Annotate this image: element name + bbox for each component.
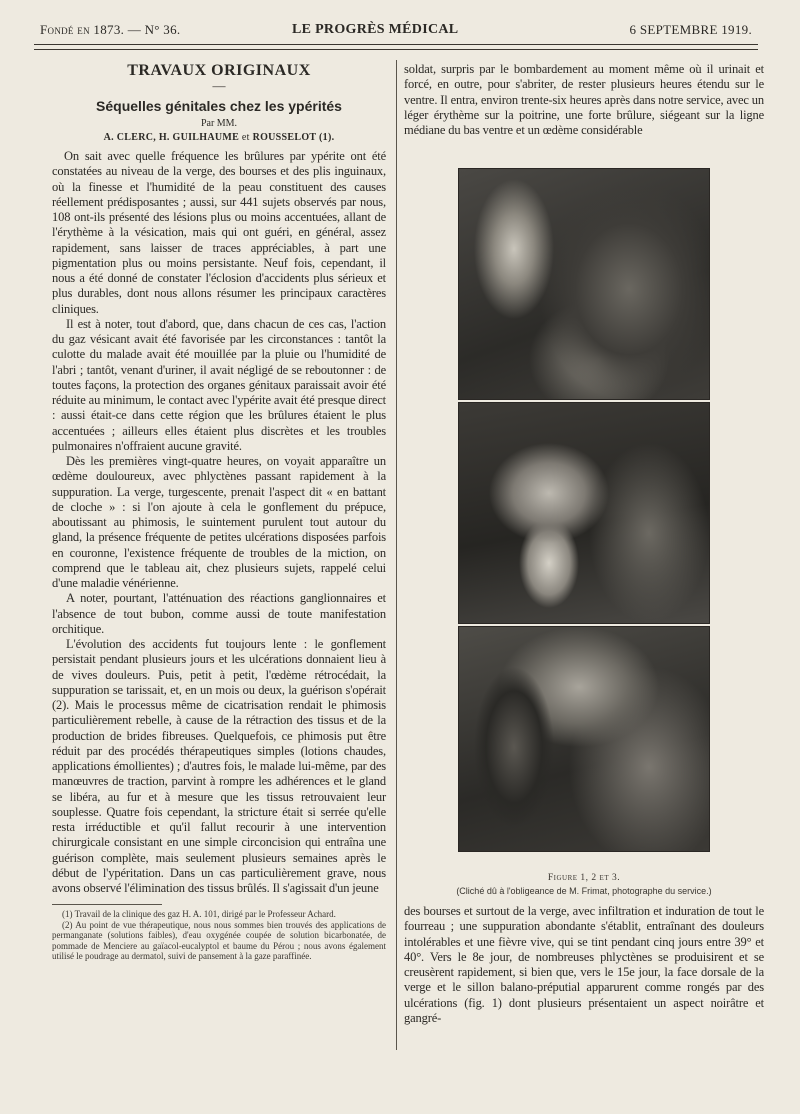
figure-photos [458, 168, 710, 852]
column-divider [396, 60, 397, 1050]
journal-title: LE PROGRÈS MÉDICAL [292, 22, 459, 37]
footnote: (2) Au point de vue thérapeutique, nous nous sommes bien trouvés des applications de permanganate (solutions faibles), d'eau oxygénée coupée de solution bicarbonatée, de pommade de Menciere au gaïacol-eucalyptol et baume du Pérou ; nous avons également utilisé le poudrage au dermatol, suivi de pansement à la gaze paraffinée. [52, 919, 386, 962]
paragraph: Il est à noter, tout d'abord, que, dans chacun de ces cas, l'action du gaz vésicant avait été favorisée par les circonstances : tantôt la culotte du malade avait été mouillée par la pluie ou l'humidité de l'abri ; tantôt, venant d'uriner, il avait négligé de se reboutonner : de toutes façons, la protection des organes génitaux paraissait avoir été réduite au minimum, le contact avec l'ypérite avait été presque direct : aussi était-ce dans cette région que les brûlures étaient le plus accentuées ; ailleurs elles étaient plus discrètes et les troubles pulmonaires n'offraient aucune gravité. [52, 316, 386, 453]
paragraph: L'évolution des accidents fut toujours lente : le gonflement persistait pendant plusieurs jours et les ulcérations donnaient lieu à de vives douleurs. Puis, petit à petit, l'œdème rétrocédait, la suppuration se tarissait, et, en un mois ou deux, la guérison s'opérait (2). Mais le processus même de cicatrisation rendait le phimosis particulièrement rebelle, à cause de la rétraction des tissus et de la production de brides fibreuses. Quelquefois, ce phimosis put être réduit par des procédés thérapeutiques simples (lotions chaudes, applications émollientes) ; d'autres fois, le malade lui-même, par des manœuvres de traction, parvint à rompre les adhérences et le gland se libéra, au fur et à mesure que les tissus retrouvaient leur souplesse. Quatre fois cependant, la stricture était si serrée qu'elle resta irréductible et qu'il fallut recourir à une intervention chirurgicale consistant en une simple circoncision qui entraîna une guérison complète, mais seulement plusieurs semaines après le début de l'ypéritation. Dans un cas particulièrement grave, nous avons observé l'élimination des tissus brûlés. Il s'agissait d'un jeune [52, 637, 386, 895]
header-founded: Fondé en 1873. — N° 36. [40, 22, 181, 37]
header-rule [34, 44, 758, 50]
left-column [52, 62, 386, 962]
paragraph-continued: soldat, surpris par le bombardement au moment même où il urinait et forcé, en outre, pour s'abriter, de rester plusieurs heures étendu sur le ventre. Il entra, environ trente-six heures après dans notre service, avec un léger érythème sur la poitrine, une forte brûlure, siégeant sur la ligne médiane du bas ventre et un œdème considérable [404, 62, 764, 137]
article-byline-par: Par MM. [200, 118, 238, 129]
paragraph: On sait avec quelle fréquence les brûlures par ypérite ont été constatées au niveau de la verge, des bourses et des plis inguinaux, où la finesse et l'humidité de la peau constituent des causes réellement prédisposantes ; aussi, sur 441 sujets observés par nous, 108 ont-ils présenté des lésions plus ou moins accentuées, allant de l'érythème à la vésication, mais qui ont guéri, en général, assez rapidement, sans laisser de traces appréciables, à part une pigmentation plus ou moins persistante. Neuf fois, cependant, il nous a été donné de constater l'éclosion d'accidents plus sérieux et plus durables, dont nous allons résumer les principaux caractères cliniques. [52, 149, 386, 316]
authors-et: et [241, 132, 250, 143]
paragraph-continued: des bourses et surtout de la verge, avec infiltration et induration de tout le fourreau ; une suppuration abondante s'établit, entraînant des douleurs intolérables et une fièvre vive, qui se tint pendant cinq jours entre 39° et 40°. Vers le 8e jour, de nombreuses phlyctènes se produisirent et se creusèrent rapidement, si bien que, vers le 15e jour, la face dorsale de la verge et le sillon balano-préputial apparurent comme rongés par des ulcérations (fig. 1) dont plusieurs présentaient un aspect noirâtre et gangré- [404, 904, 764, 1025]
figure-caption-credit: (Cliché dû à l'obligeance de M. Frimat, photographe du service.) [456, 886, 712, 896]
authors-first: A. CLERC, H. GUILHAUME [103, 132, 240, 143]
clinical-photo-3 [458, 626, 710, 852]
section-title: TRAVAUX ORIGINAUX [127, 62, 311, 79]
running-header [40, 22, 752, 42]
figure-caption [404, 872, 764, 898]
footnote-rule [52, 904, 162, 905]
clinical-photo-1 [458, 168, 710, 400]
article-title: Séquelles génitales chez les ypérités [96, 98, 342, 114]
clinical-photo-2 [458, 402, 710, 624]
right-column-bottom [404, 904, 764, 1026]
figure-caption-title: Figure 1, 2 et 3. [547, 873, 621, 883]
authors-last: ROUSSELOT (1). [252, 132, 335, 143]
article-authors [52, 131, 386, 145]
section-dash: — [212, 78, 226, 93]
paragraph: A noter, pourtant, l'atténuation des réactions ganglionnaires et l'absence de tout bubon, comme aussi de toute manifestation orchitique. [52, 591, 386, 636]
issue-date: 6 SEPTEMBRE 1919. [629, 22, 752, 37]
paragraph: Dès les premières vingt-quatre heures, on voyait apparaître un œdème douloureux, avec phlyctènes passant rapidement à la suppuration. La verge, turgescente, prenait l'aspect dit « en battant de cloche » : si l'on ajoute à cela le gonflement du prépuce, aboutissant au phimosis, le suintement purulent tout autour du gland, la présence fréquente de petites ulcérations disposées parfois en couronne, l'existence fréquente de troubles de la miction, on comprend que le tableau ait, chez plusieurs sujets, rappelé celui d'une maladie vénérienne. [52, 454, 386, 590]
right-column-top [404, 62, 764, 138]
footnote: (1) Travail de la clinique des gaz H. A. 101, dirigé par le Professeur Achard. [62, 909, 336, 920]
